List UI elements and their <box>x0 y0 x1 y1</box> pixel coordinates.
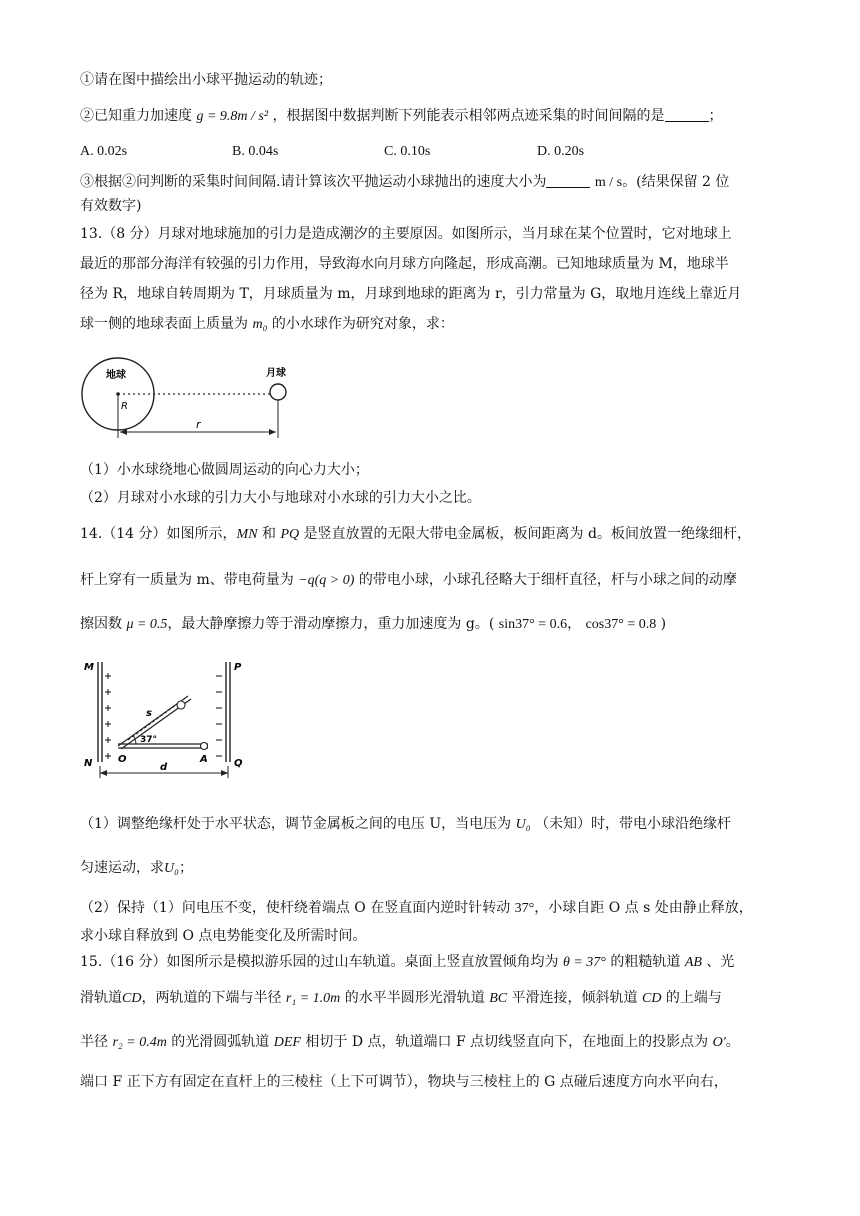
q12-gravity-eq: g = 9.8m / s² <box>196 109 269 124</box>
q14-line3-b: ，最大静摩擦力等于滑动摩擦力，重力加速度为 g。( <box>167 616 495 632</box>
label-q: Q <box>234 758 243 769</box>
q15-line1-a: 15.（16 分）如图所示是模拟游乐园的过山车轨道。桌面上竖直放置倾角均为 <box>80 954 559 970</box>
label-angle: 37° <box>140 735 158 745</box>
q15-o-prime: O′ <box>712 1035 726 1050</box>
q12-part3-pre: ③根据②问判断的采集时间间隔.请计算该次平抛运动小球抛出的速度大小为 <box>80 174 547 190</box>
q14-line2-b: 的带电小球，小球孔径略大于细杆直径，杆与小球之间的动摩 <box>358 572 737 588</box>
distance-label: r <box>196 418 201 431</box>
q14-sub1-line2-a: 匀速运动，求 <box>80 860 164 876</box>
q12-option-d[interactable]: D. 0.20s <box>537 144 585 159</box>
q12-part3 <box>80 172 780 193</box>
q12-answer-blank[interactable] <box>665 107 709 122</box>
q14-sub2-a: （2）保持（1）问电压不变，使杆绕着端点 O 在竖直面内逆时针转动 <box>80 900 511 916</box>
q12-part3-post: 。(结果保留 2 位 <box>622 174 730 190</box>
q14-line3-sep: ， <box>567 616 582 632</box>
q15-cd2: CD <box>641 991 662 1006</box>
q14-sub2-angle: 37° <box>514 901 535 916</box>
q14-sub1 <box>80 814 780 835</box>
label-a: A <box>200 754 208 765</box>
q14-sub1-line2-b: ； <box>178 860 193 876</box>
q15-line4: 端口 F 正下方有固定在直杆上的三棱柱（上下可调节），物块与三棱柱上的 G 点碰后速度方向水平向右， <box>80 1074 728 1090</box>
q12-speed-blank[interactable] <box>546 173 590 188</box>
q15-r1: r₁ = 1.0m <box>285 991 341 1006</box>
d-arrow-right <box>221 770 228 776</box>
charged-plates-figure <box>80 654 250 788</box>
q12-part2-end: ； <box>708 108 723 124</box>
d-arrow-left <box>100 770 107 776</box>
q13-line4 <box>80 314 780 335</box>
distance-arrow-right <box>269 429 276 435</box>
q14-line1-and: 和 <box>257 526 281 542</box>
q15-r2: r₂ = 0.4m <box>112 1035 167 1050</box>
q15-line3 <box>80 1032 780 1053</box>
q13-line3: 径为 R，地球自转周期为 T，月球质量为 m，月球到地球的距离为 r，引力常量为 G，取地月连线上靠近月 <box>80 286 742 302</box>
q13-line4-post: 的小水球作为研究对象，求： <box>271 316 454 332</box>
plus-charges <box>105 673 111 759</box>
q15-line2 <box>80 988 780 1009</box>
q14-sin: sin37° = 0.6 <box>498 617 568 632</box>
q13-line1: 13.（8 分）月球对地球施加的引力是造成潮汐的主要原因。如图所示，当月球在某个位置时，它对地球上 <box>80 226 732 242</box>
q15-ab: AB <box>684 955 702 970</box>
q14-line1 <box>80 524 780 545</box>
q15-line2-d: 平滑连接，倾斜轨道 <box>511 990 638 1006</box>
q12-part1: ①请在图中描绘出小球平抛运动的轨迹； <box>80 72 332 88</box>
q14-line3-c: ) <box>660 616 667 632</box>
q14-u0: U₀ <box>515 817 531 832</box>
q15-cd: CD <box>122 991 142 1006</box>
q12-option-c[interactable]: C. 0.10s <box>384 144 431 159</box>
q15-def: DEF <box>273 1035 301 1050</box>
q15-line2-b: ，两轨道的下端与半径 <box>141 990 282 1006</box>
q14-line3 <box>80 614 780 635</box>
q14-charge: −q(q > 0) <box>298 573 355 588</box>
q12-option-b[interactable]: B. 0.04s <box>232 144 279 159</box>
label-o: O <box>118 754 127 765</box>
q15-line2-e: 的上端与 <box>665 990 722 1006</box>
q14-sub2-line2: 求小球自释放到 O 点电势能变化及所需时间。 <box>80 928 367 944</box>
ball-on-tilted-rod <box>177 701 185 709</box>
label-d: d <box>160 762 168 773</box>
q13-sub1: （1）小水球绕地心做圆周运动的向心力大小； <box>80 462 369 478</box>
label-n: N <box>84 758 93 769</box>
earth-moon-figure <box>80 352 300 446</box>
q14-mn: MN <box>236 527 258 542</box>
q15-line3-d: 。 <box>725 1034 740 1050</box>
earth-label: 地球 <box>106 370 126 381</box>
q13-sub2: （2）月球对小水球的引力大小与地球对小水球的引力大小之比。 <box>80 490 481 506</box>
q12-part3-line2: 有效数字) <box>80 198 142 214</box>
q15-line3-c: 相切于 D 点，轨道端口 F 点切线竖直向下，在地面上的投影点为 <box>305 1034 709 1050</box>
label-p: P <box>234 662 242 673</box>
q13-line2: 最近的那部分海洋有较强的引力作用，导致海水向月球方向隆起，形成高潮。已知地球质量为 M，地球半 <box>80 256 729 272</box>
q14-sub2-b: ，小球自距 O 点 s 处由静止释放， <box>534 900 753 916</box>
q12-option-a[interactable]: A. 0.02s <box>80 144 128 159</box>
q14-line2-a: 杆上穿有一质量为 m、带电荷量为 <box>80 572 294 588</box>
q14-pq: PQ <box>280 527 300 542</box>
q14-line1-a: 14.（14 分）如图所示， <box>80 526 237 542</box>
radius-label: R <box>121 401 128 412</box>
ball-at-a <box>201 743 208 750</box>
q14-sub1-b: （未知）时，带电小球沿绝缘杆 <box>535 816 732 832</box>
q12-part2-post: ，根据图中数据判断下列能表示相邻两点迹采集的时间间隔的是 <box>272 108 665 124</box>
q15-line3-b: 的光滑圆弧轨道 <box>171 1034 270 1050</box>
q15-line1-c: 、光 <box>706 954 735 970</box>
q15-line3-a: 半径 <box>80 1034 108 1050</box>
minus-charges <box>216 676 222 756</box>
q15-line2-c: 的水平半圆形光滑轨道 <box>344 990 485 1006</box>
q14-line1-b: 是竖直放置的无限大带电金属板，板间距离为 d。板间放置一绝缘细杆， <box>299 526 751 542</box>
q12-unit: m / s <box>594 175 623 190</box>
q12-options <box>80 142 780 162</box>
q14-mu: μ = 0.5 <box>126 617 168 632</box>
q14-line2 <box>80 570 780 591</box>
q14-u0-2: U₀ <box>164 861 179 876</box>
label-s: s <box>146 708 152 719</box>
q15-line1-b: 的粗糙轨道 <box>610 954 681 970</box>
q14-line3-a: 擦因数 <box>80 616 122 632</box>
moon-circle <box>270 384 286 400</box>
q14-sub1-line2 <box>80 858 780 879</box>
q13-mass-var: m₀ <box>252 317 268 332</box>
label-m: M <box>84 662 94 673</box>
q12-part2 <box>80 106 780 127</box>
q15-line2-a: 滑轨道 <box>80 990 122 1006</box>
q15-bc: BC <box>489 991 508 1006</box>
q14-sub2 <box>80 898 780 919</box>
q13-line4-pre: 球一侧的地球表面上质量为 <box>80 316 248 332</box>
q12-part2-pre: ②已知重力加速度 <box>80 108 192 124</box>
q14-cos: cos37° = 0.8 <box>585 617 657 632</box>
q15-theta: θ = 37° <box>562 955 606 970</box>
q14-sub1-a: （1）调整绝缘杆处于水平状态，调节金属板之间的电压 U，当电压为 <box>80 816 512 832</box>
q15-line1 <box>80 952 780 973</box>
moon-label: 月球 <box>266 368 286 379</box>
